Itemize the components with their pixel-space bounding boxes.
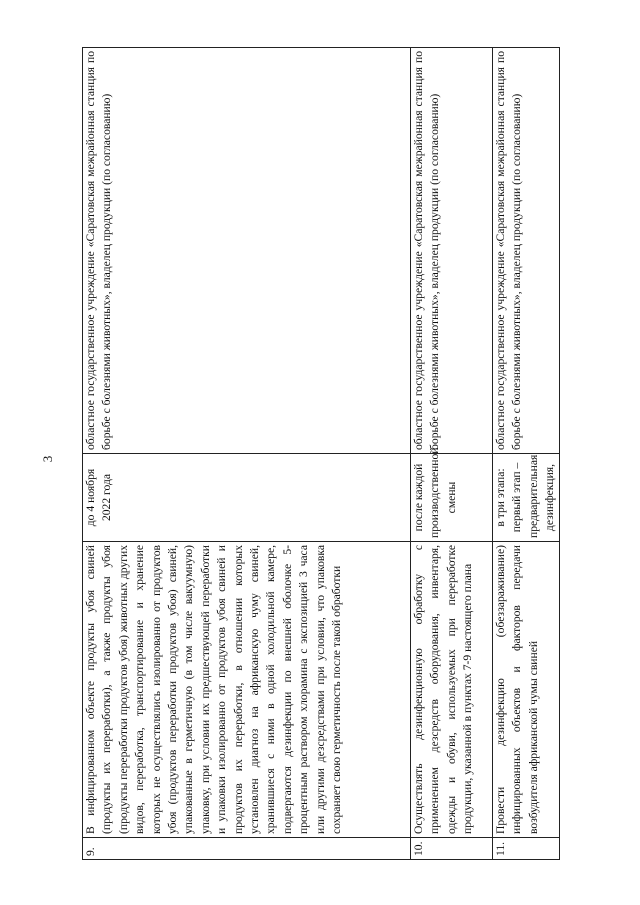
- row-action: Провести дезинфекцию (обеззараживание) инфицированных объектов и факторов передачи возбудителя африканской чумы свиней: [493, 542, 560, 838]
- row-action: Осуществлять дезинфекционную обработку с применением дезсредств оборудования, инвентаря, одежды и обуви, используемых при переработке продукции, указанной в пунктах 7-9 настоящего плана: [411, 542, 493, 838]
- row-deadline: после каждой производственной смены: [411, 454, 493, 542]
- table-row: [83, 48, 411, 860]
- row-responsible: областное государственное учреждение «Саратовская межрайонная станция по борьбе с болезнями животных», владелец продукции (по согласованию): [411, 48, 493, 454]
- document-page: [82, 48, 557, 860]
- row-number: 9.: [83, 838, 411, 860]
- row-deadline: до 4 ноября 2022 года: [83, 454, 411, 542]
- row-number: 11.: [493, 838, 560, 860]
- row-deadline: в три этапа: первый этап – предварительная дезинфекция,: [493, 454, 560, 542]
- measures-table: [82, 47, 560, 860]
- table-row: [493, 48, 560, 860]
- page-number: 3: [40, 455, 55, 463]
- row-responsible: областное государственное учреждение «Саратовская межрайонная станция по борьбе с болезнями животных», владелец продукции (по согласованию): [83, 48, 411, 454]
- row-responsible: областное государственное учреждение «Саратовская межрайонная станция по борьбе с болезнями животных», владелец продукции (по согласованию): [493, 48, 560, 454]
- table-row: [411, 48, 493, 860]
- row-action: В инфицированном объекте продукты убоя свиней (продукты их переработки), а также продукты убоя (продукты переработки продуктов убоя) животных других видов, переработка, транспортирование и хранение которых не осуществлялись изолированно от продуктов убоя (продуктов переработки продуктов убоя) свиней, упакованные в герметичную (в том числе вакуумную) упаковку, при условии их предшествующей переработки и упаковки изолированно от продуктов убоя свиней и продуктов их переработки, в отношении которых установлен диагноз на африканскую чуму свиней, хранившиеся с ними в одной холодильной камере, подвергаются дезинфекции по внешней оболочке 5-процентным раствором хлорамина с экспозицией 3 часа или другими дезсредствами при условии, что упаковка сохраняет свою герметичность после такой обработки: [83, 542, 411, 838]
- row-number: 10.: [411, 838, 493, 860]
